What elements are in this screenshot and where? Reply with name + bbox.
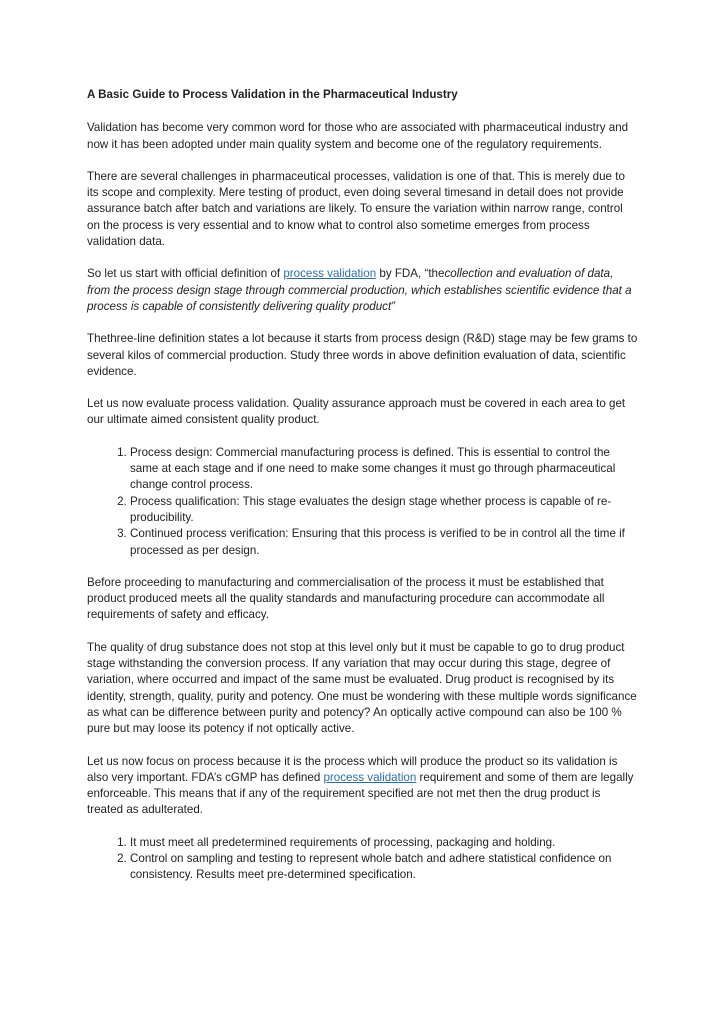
- paragraph-text: by FDA, “the: [376, 267, 445, 281]
- process-validation-link[interactable]: process validation: [323, 770, 417, 784]
- paragraph-focus: [87, 754, 638, 819]
- list-item: 1. Process design: Commercial manufacturing process is defined. This is essential to control the same at each stage and if one need to make some changes it must go through pharmaceutical change control process.: [130, 445, 638, 494]
- paragraph-fda-definition: [87, 266, 638, 315]
- paragraph-evaluate: Let us now evaluate process validation. Quality assurance approach must be covered in each area to get our ultimate aimed consistent quality product.: [87, 397, 626, 427]
- document-title: A Basic Guide to Process Validation in the Pharmaceutical Industry: [87, 88, 458, 101]
- paragraph-intro: Validation has become very common word for those who are associated with pharmaceutical industry and now it has been adopted under main quality system and become one of the regulatory requirements.: [87, 121, 629, 151]
- paragraph-three-line: Thethree-line definition states a lot because it starts from process design (R&D) stage may be few grams to several kilos of commercial production. Study three words in above definition evaluation of data, scientific evidence.: [87, 332, 638, 378]
- paragraph-challenges: There are several challenges in pharmaceutical processes, validation is one of that. This is merely due to its scope and complexity. Mere testing of product, even doing several timesand in detail does not provide assurance batch after batch and variations are likely. To ensure the variation within narrow range, control on the process is very essential and to know what to control also sometime emerges from process validation data.: [87, 169, 625, 249]
- list-item: 2. Control on sampling and testing to represent whole batch and adhere statistical confidence on consistency. Results meet pre-determined specification.: [130, 851, 638, 884]
- requirements-list: [87, 835, 638, 884]
- list-item: 1. It must meet all predetermined requirements of processing, packaging and holding.: [130, 835, 638, 851]
- paragraph-text: requirement and some of them are legally enforceable. This means that if any of the requirement specified are not met then the drug product is treated as adulterated.: [87, 770, 634, 817]
- list-item: 2. Process qualification: This stage evaluates the design stage whether process is capable of re-producibility.: [130, 494, 638, 527]
- definition-quote: collection and evaluation of data, from the process design stage through commercial production, which establishes scientific evidence that a process is capable of consistently delivering quality product”: [87, 267, 632, 313]
- list-item: 3. Continued process verification: Ensuring that this process is verified to be in control all the time if processed as per design.: [130, 526, 638, 559]
- stages-list: [87, 445, 638, 559]
- paragraph-commercialisation: Before proceeding to manufacturing and commercialisation of the process it must be established that product produced meets all the quality standards and manufacturing procedure can accommodate all requirements of safety and efficacy.: [87, 575, 605, 622]
- paragraph-text: Let us now focus on process because it is the process which will produce the product so its validation is also very important. FDA’s cGMP has defined: [87, 754, 618, 784]
- paragraph-text: So let us start with official definition of: [87, 267, 284, 281]
- process-validation-link[interactable]: process validation: [283, 267, 377, 281]
- paragraph-quality: The quality of drug substance does not stop at this level only but it must be capable to go to drug product stage withstanding the conversion process. If any variation that may occur during this stage, degree of variation, where occurred and impact of the same must be evaluated. Drug product is recognised by its identity, strength, quality, purity and potency. One must be wondering with these multiple words significance as what can be difference between purity and potency? An optically active compound can also be 100 % pure but may loose its potency if not optically active.: [87, 640, 637, 736]
